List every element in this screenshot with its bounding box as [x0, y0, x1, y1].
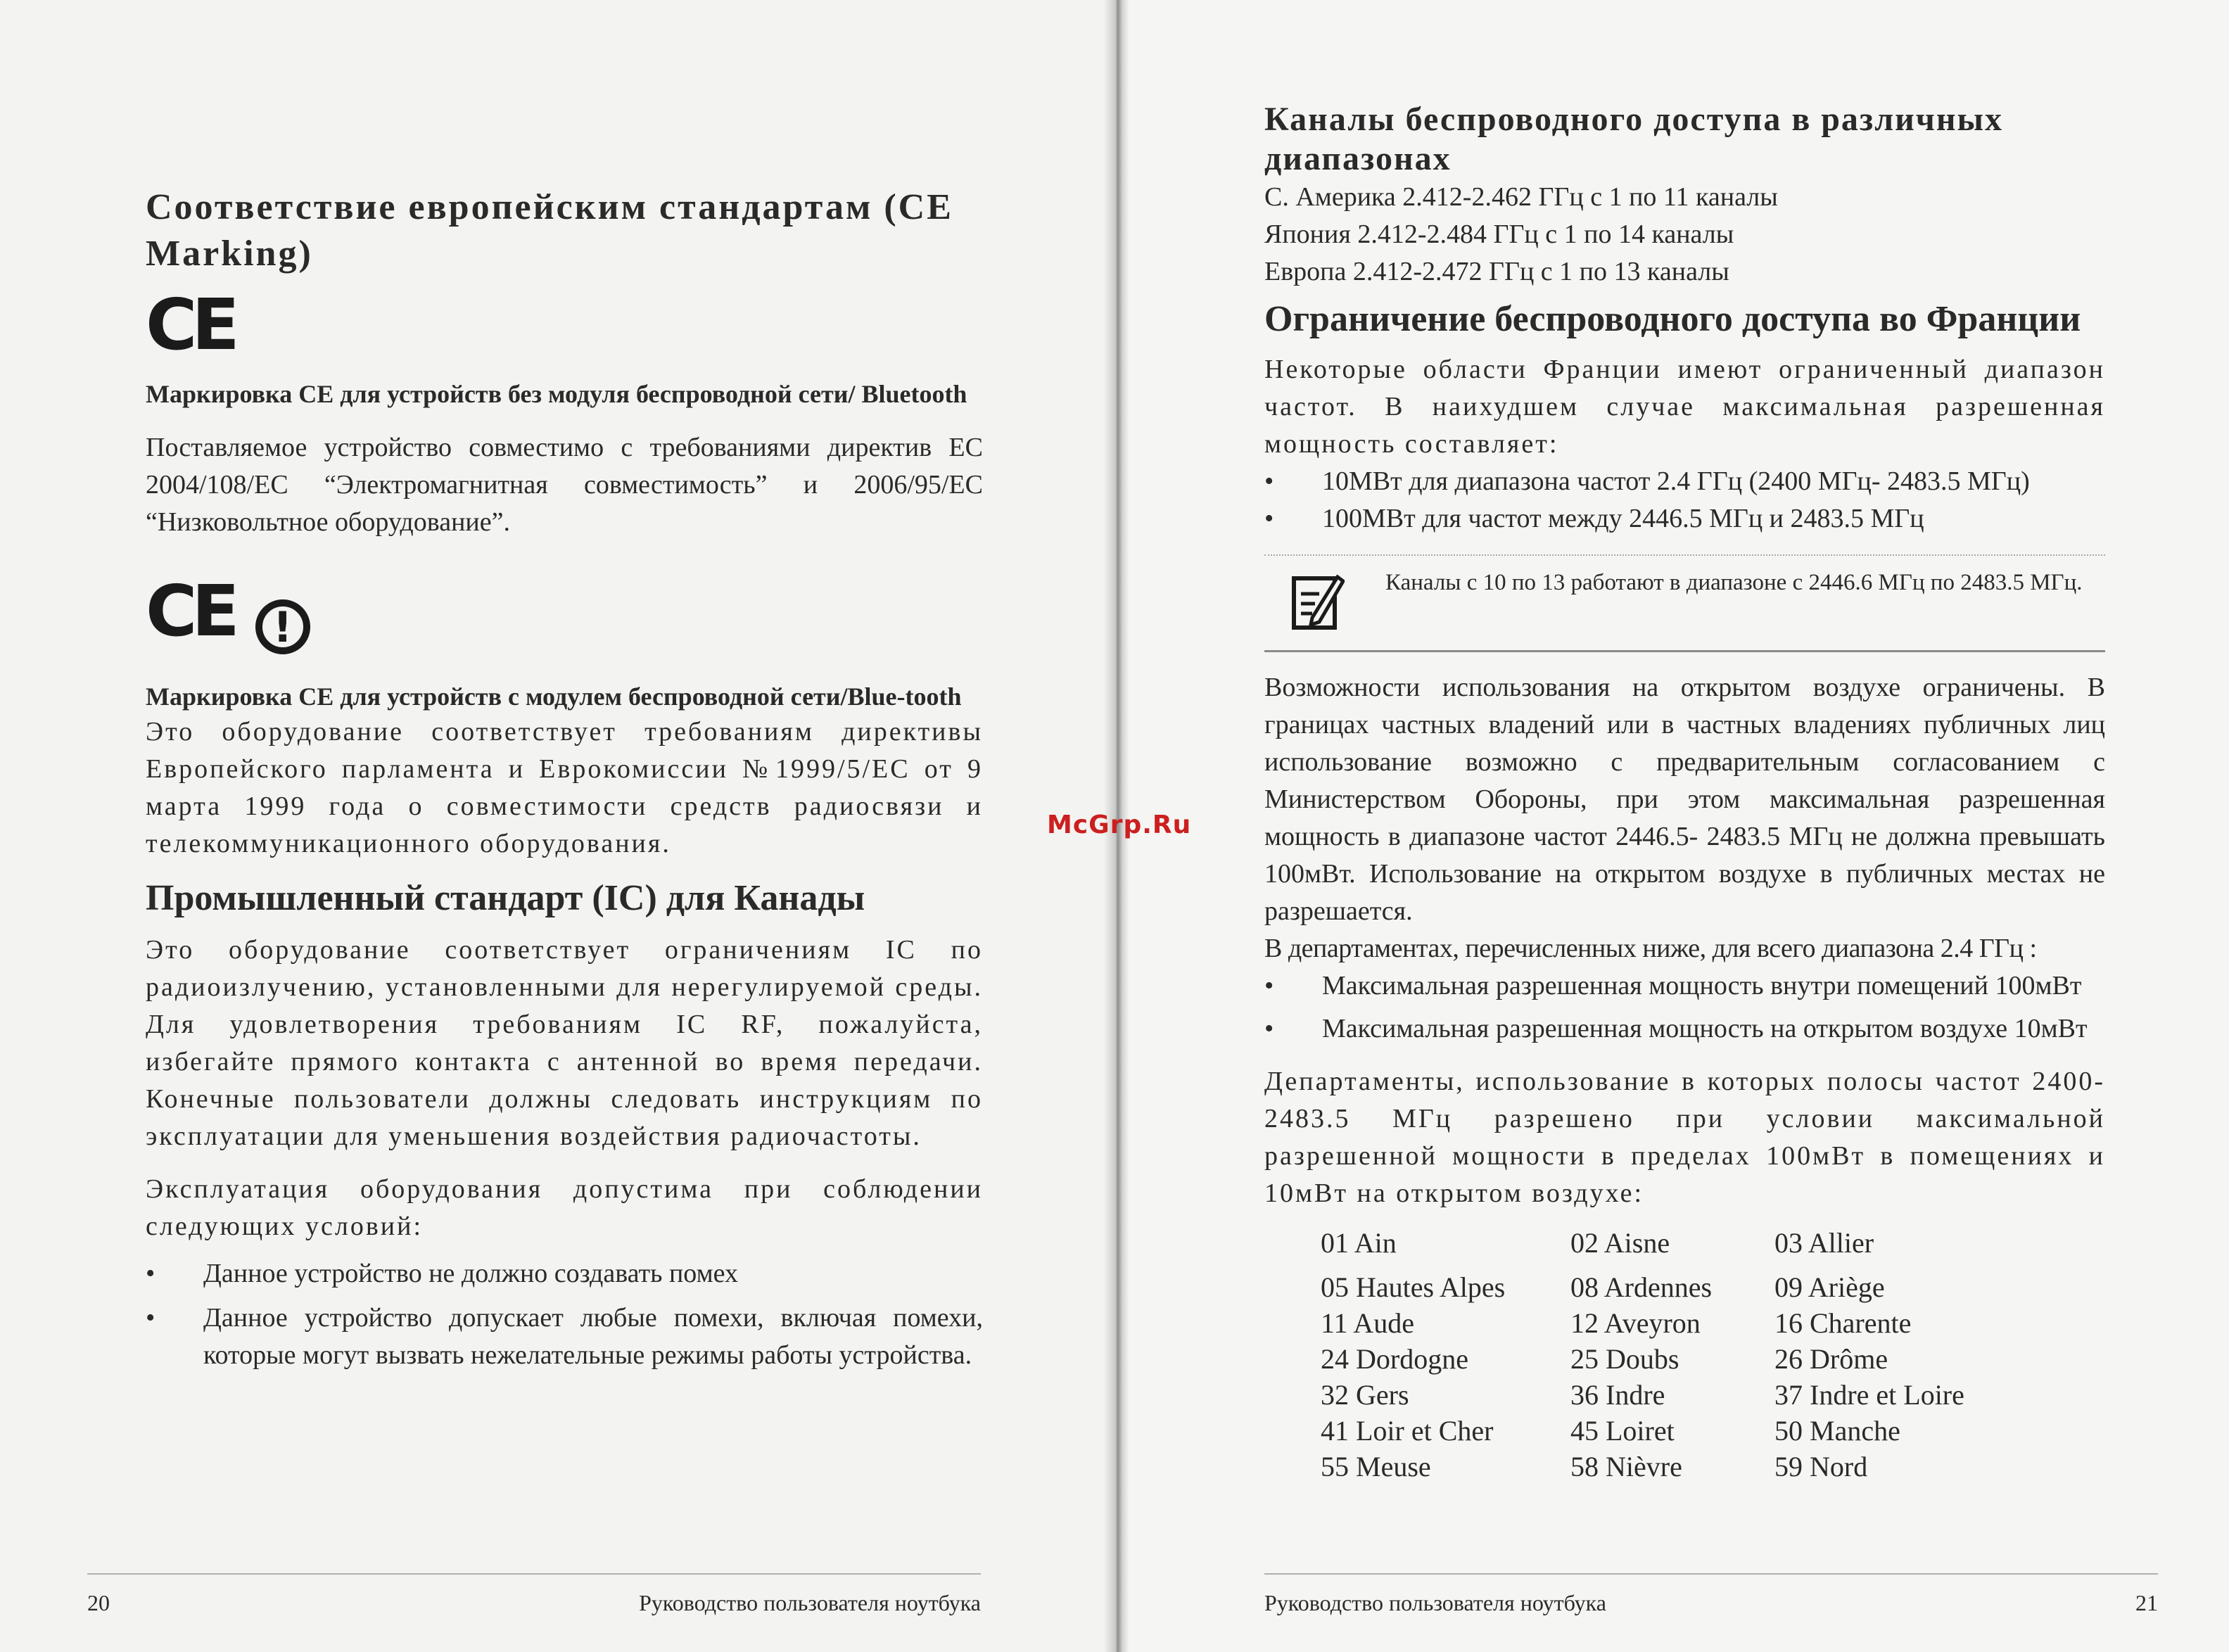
- departments-intro: В департаментах, перечисленных ниже, для всего диапазона 2.4 ГГц :: [1264, 934, 2037, 963]
- france-heading: Ограничение беспроводного доступа во Франции: [1264, 299, 2081, 339]
- page-number-right: 21: [2135, 1590, 2158, 1615]
- page-number-left: 20: [87, 1590, 110, 1615]
- list-item: 58 Nièvre: [1570, 1451, 1682, 1482]
- list-item: 05 Hautes Alpes: [1321, 1271, 1506, 1303]
- ce-paragraph-wireless: Это оборудование соответствует требованиям директивы Европейского парламента и Еврокомиссии №1999/5/EC от 9 марта 1999 года о совместимости средств радиосвязи и телекоммуникационного оборудования.: [146, 717, 983, 859]
- list-item: • Данное устройство допускает любые помехи, включая помехи, которые могут вызвать нежелательные режимы работы устройства.: [146, 1300, 983, 1374]
- departments-table: [1321, 1225, 2105, 1485]
- list-item: 01 Ain: [1321, 1227, 1397, 1259]
- channels-heading: Каналы беспроводного доступа в различных диапазонах: [1264, 101, 2004, 177]
- conditions-paragraph: Эксплуатация оборудования допустима при соблюдении следующих условий:: [146, 1174, 983, 1242]
- left-column: [146, 184, 983, 1374]
- list-item: 45 Loiret: [1570, 1415, 1675, 1447]
- list-item: 16 Charente: [1774, 1307, 1912, 1339]
- list-item: 11 Aude: [1321, 1307, 1414, 1339]
- channel-line: Япония 2.412-2.484 ГГц с 1 по 14 каналы: [1264, 220, 1734, 249]
- list-item: 32 Gers: [1321, 1379, 1409, 1411]
- outdoor-paragraph: Возможности использования на открытом воздухе ограничены. В границах частных владений или в частных владениях публичных лиц использование возможно с предварительным согласованием с Министерством Обороны, при этом максимальная разрешенная мощность в диапазоне частот 2446.5- 2483.5 МГц не должна превышать 100мВт. Использование на открытом воздухе в публичных местах не разрешается.: [1264, 673, 2105, 926]
- ce-heading: Соответствие европейским стандартам (CE Marking): [146, 187, 953, 274]
- list-item: 50 Manche: [1774, 1415, 1900, 1447]
- france-paragraph: Некоторые области Франции имеют ограниченный диапазон частот. В наихудшем случае максимальная разрешенная мощность составляет:: [1264, 355, 2105, 459]
- list-item: 12 Aveyron: [1570, 1307, 1701, 1339]
- ce-subheading-wireless: Маркировка CE для устройств с модулем беспроводной сети/Blue-tooth: [146, 682, 962, 711]
- list-item: 09 Ariège: [1774, 1271, 1885, 1303]
- list-item: 25 Doubs: [1570, 1343, 1679, 1375]
- ce-paragraph-no-wireless: Поставляемое устройство совместимо с требованиями директив EC 2004/108/EC “Электромагнитная совместимость” и 2006/95/EC “Низковольтное оборудование”.: [146, 433, 983, 537]
- list-item: • Данное устройство не должно создавать помех: [146, 1255, 983, 1292]
- list-item: • 100МВт для частот между 2446.5 МГц и 2483.5 МГц: [1264, 500, 2105, 538]
- list-item: 26 Drôme: [1774, 1343, 1888, 1375]
- ic-heading: Промышленный стандарт (IC) для Канады: [146, 878, 865, 919]
- ic-paragraph: Это оборудование соответствует ограничениям IC по радиоизлучению, установленными для нерегулируемой среды. Для удовлетворения требованиям IC RF, пожалуйста, избегайте прямого контакта с антенной во время передачи. Конечные пользователи должны следовать инструкциям по эксплуатации для уменьшения воздействия радиочастоты.: [146, 935, 983, 1152]
- right-column: [1264, 100, 2105, 1485]
- list-item: • 10МВт для диапазона частот 2.4 ГГц (2400 МГц- 2483.5 МГц): [1264, 463, 2105, 500]
- list-item: 36 Indre: [1570, 1379, 1665, 1411]
- footer-title-right: Руководство пользователя ноутбука: [1264, 1590, 1606, 1615]
- list-item: 59 Nord: [1774, 1451, 1868, 1482]
- watermark-text: McGrp.Ru: [1047, 811, 1192, 839]
- list-item: 24 Dordogne: [1321, 1343, 1468, 1375]
- list-item: 08 Ardennes: [1570, 1271, 1713, 1303]
- ce-subheading-no-wireless: Маркировка CE для устройств без модуля беспроводной сети/ Bluetooth: [146, 380, 967, 408]
- channel-line: Европа 2.412-2.472 ГГц с 1 по 13 каналы: [1264, 257, 1729, 286]
- list-item: 55 Meuse: [1321, 1451, 1431, 1482]
- alert-circle-icon: [255, 599, 310, 654]
- footer-rule-left: [87, 1573, 981, 1575]
- note-box: [1264, 554, 2105, 652]
- list-item: 41 Loir et Cher: [1321, 1415, 1494, 1447]
- departments-power-list: [1264, 967, 2105, 1048]
- note-pencil-icon: [1291, 571, 1345, 632]
- ce-mark-icon: CE: [146, 284, 234, 366]
- footer-title-left: Руководство пользователя ноутбука: [639, 1590, 981, 1615]
- list-item: 03 Allier: [1774, 1227, 1874, 1259]
- list-item: • Максимальная разрешенная мощность на открытом воздухе 10мВт: [1264, 1010, 2105, 1048]
- note-text: Каналы с 10 по 13 работают в диапазоне с 2446.6 МГц по 2483.5 МГц.: [1385, 570, 2083, 595]
- list-item: 37 Indre et Loire: [1774, 1379, 1964, 1411]
- footer-rule-right: [1264, 1573, 2158, 1575]
- departments-paragraph: Департаменты, использование в которых полосы частот 2400-2483.5 МГц разрешено при условии максимальной разрешенной мощности в пределах 100мВт в помещениях и 10мВт на открытом воздухе:: [1264, 1067, 2105, 1208]
- ce-mark-icon-wireless: CE: [146, 570, 234, 652]
- list-item: • Максимальная разрешенная мощность внутри помещений 100мВт: [1264, 967, 2105, 1005]
- power-list: [1264, 463, 2105, 538]
- channel-line: С. Америка 2.412-2.462 ГГц с 1 по 11 каналы: [1264, 182, 1778, 212]
- list-item: 02 Aisne: [1570, 1227, 1670, 1259]
- conditions-list: [146, 1255, 983, 1374]
